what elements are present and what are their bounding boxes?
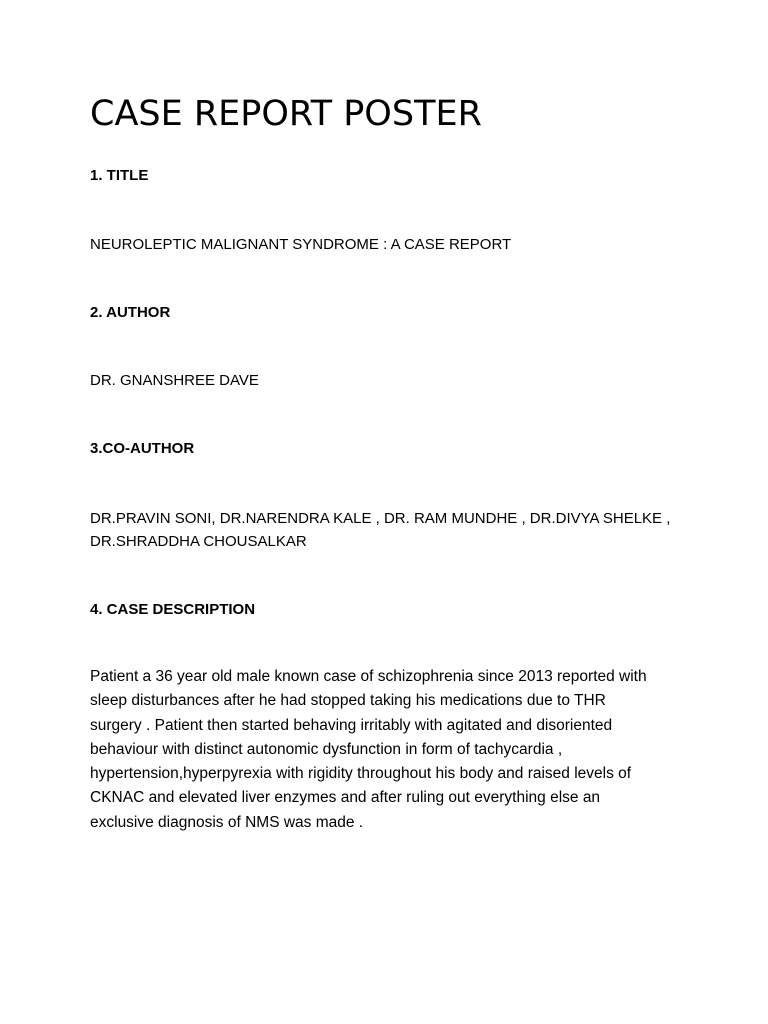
paragraph-line: behaviour with distinct autonomic dysfunction in form of tachycardia , (90, 740, 563, 758)
section-heading-co-author: 3.CO-AUTHOR (90, 440, 195, 457)
case-title-text: NEUROLEPTIC MALIGNANT SYNDROME : A CASE REPORT (90, 236, 512, 253)
paragraph-line: Patient a 36 year old male known case of schizophrenia since 2013 reported with (90, 668, 647, 685)
paragraph-line: hypertension,hyperpyrexia with rigidity throughout his body and raised levels of (90, 765, 632, 783)
section-heading-title: 1. TITLE (90, 167, 149, 184)
case-description-paragraph (90, 665, 680, 835)
co-author-line: DR.PRAVIN SONI, DR.NARENDRA KALE , DR. RAM MUNDHE , DR.DIVYA SHELKE , (90, 510, 671, 527)
section-heading-author: 2. AUTHOR (90, 304, 171, 321)
paragraph-line: exclusive diagnosis of NMS was made . (90, 813, 364, 831)
paragraph-line: sleep disturbances after he had stopped taking his medications due to THR (90, 692, 606, 710)
section-heading-case-description: 4. CASE DESCRIPTION (90, 601, 256, 618)
document-title: CASE REPORT POSTER (90, 94, 482, 134)
co-author-line: DR.SHRADDHA CHOUSALKAR (90, 533, 307, 550)
author-name: DR. GNANSHREE DAVE (90, 372, 259, 389)
paragraph-line: surgery . Patient then started behaving irritably with agitated and disoriented (90, 716, 613, 734)
paragraph-line: CKNAC and elevated liver enzymes and after ruling out everything else an (90, 789, 601, 807)
